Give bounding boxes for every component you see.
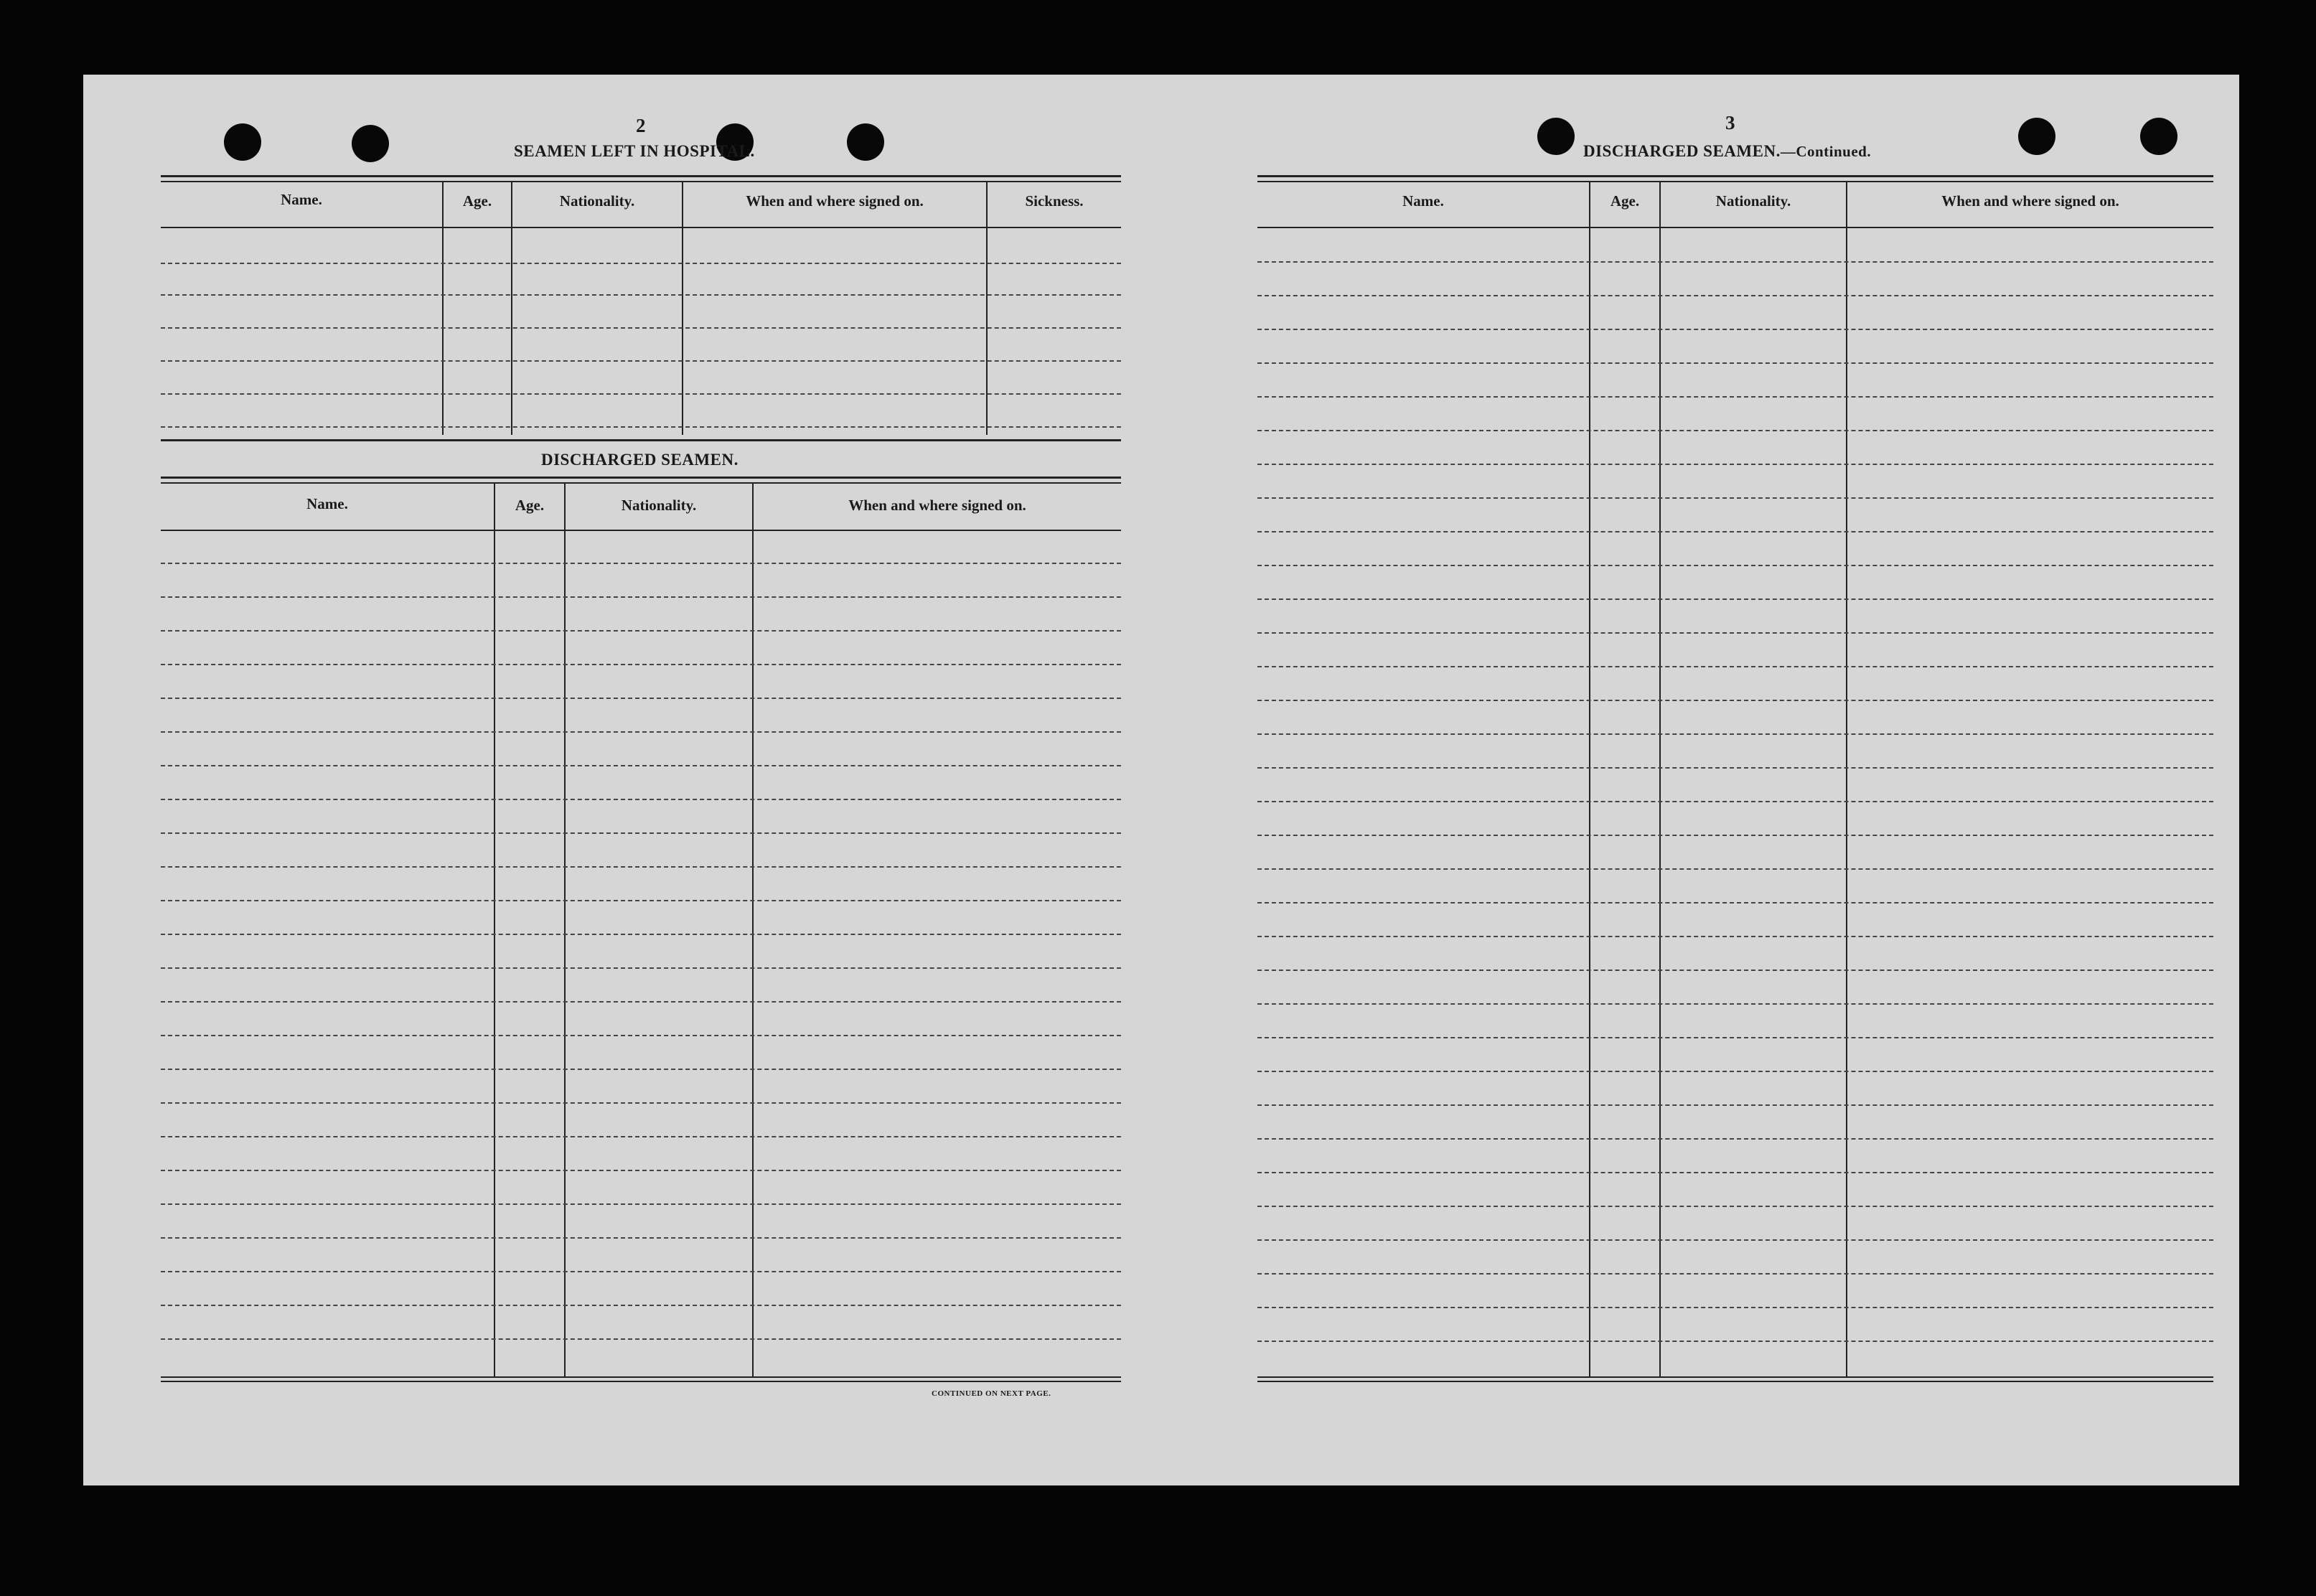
entry-line [1257,1172,2213,1173]
column-header: When and where signed on. [848,497,1026,514]
entry-line [161,900,1121,901]
entry-line [1257,666,2213,667]
column-header: Age. [515,497,545,514]
entry-line [1257,430,2213,431]
entry-line [1257,565,2213,566]
entry-line [1257,295,2213,296]
entry-line [1257,329,2213,330]
entry-line [1257,700,2213,701]
entry-line [1257,1037,2213,1038]
entry-line [161,1271,1121,1272]
entry-line [1257,767,2213,769]
entry-line [1257,1307,2213,1308]
entry-line [1257,801,2213,802]
column-header: When and where signed on. [746,192,924,210]
column-header: Nationality. [1715,192,1791,210]
entry-line [1257,1341,2213,1342]
punch-hole [2018,118,2055,155]
hospital-section-title: SEAMEN LEFT IN HOSPITAL. [514,142,755,160]
punch-hole [352,125,389,162]
entry-line [1257,531,2213,532]
column-header: Name. [1402,192,1444,210]
entry-line [161,731,1121,733]
entry-line [1257,733,2213,735]
entry-line [1257,1104,2213,1106]
entry-line [1257,362,2213,364]
entry-line [161,934,1121,935]
entry-line [1257,835,2213,836]
entry-line [161,1237,1121,1239]
entry-line [1257,902,2213,903]
column-header: Age. [1610,192,1640,210]
entry-line [161,664,1121,665]
entry-line [161,1001,1121,1003]
punch-hole [1537,118,1575,155]
entry-line [1257,868,2213,870]
entry-line [161,1170,1121,1171]
column-header: Name. [306,495,348,512]
entry-line [161,1203,1121,1205]
entry-line [161,630,1121,632]
entry-line [1257,1206,2213,1207]
entry-line [161,799,1121,800]
continued-section-title: DISCHARGED SEAMEN.—Continued. [1583,142,1872,160]
entry-line [1257,1003,2213,1005]
entry-line [161,1069,1121,1070]
column-header: Sickness. [1025,192,1084,210]
entry-line [161,866,1121,868]
entry-line [1257,1273,2213,1275]
entry-line [161,1035,1121,1036]
page-number: 3 [1725,112,1735,133]
left-page [83,75,1201,1485]
entry-line [161,1136,1121,1137]
punch-hole [847,123,884,161]
entry-line [1257,1138,2213,1140]
entry-line [1257,261,2213,263]
entry-line [161,596,1121,598]
entry-line [161,1102,1121,1104]
entry-line [161,967,1121,969]
entry-line [1257,497,2213,499]
page-number: 2 [636,115,646,136]
column-header: Name. [281,191,322,208]
entry-line [1257,1239,2213,1241]
entry-line [161,1305,1121,1306]
entry-line [161,765,1121,766]
entry-line [1257,936,2213,937]
entry-line [1257,464,2213,465]
entry-line [1257,396,2213,398]
column-header: Nationality. [559,192,635,210]
column-header: Nationality. [621,497,697,514]
punch-hole [2140,118,2177,155]
entry-line [1257,598,2213,600]
entry-line [1257,1071,2213,1072]
punch-hole [224,123,261,161]
column-header: Age. [462,192,492,210]
entry-line [161,1338,1121,1340]
entry-line [1257,632,2213,634]
entry-line [161,832,1121,834]
column-header: When and where signed on. [1941,192,2119,210]
continued-suffix: —Continued. [1780,143,1872,160]
entry-line [161,563,1121,564]
entry-line [1257,970,2213,971]
entry-line [161,698,1121,699]
continued-note: CONTINUED ON NEXT PAGE. [932,1389,1051,1398]
discharged-section-title: DISCHARGED SEAMEN. [541,451,739,469]
